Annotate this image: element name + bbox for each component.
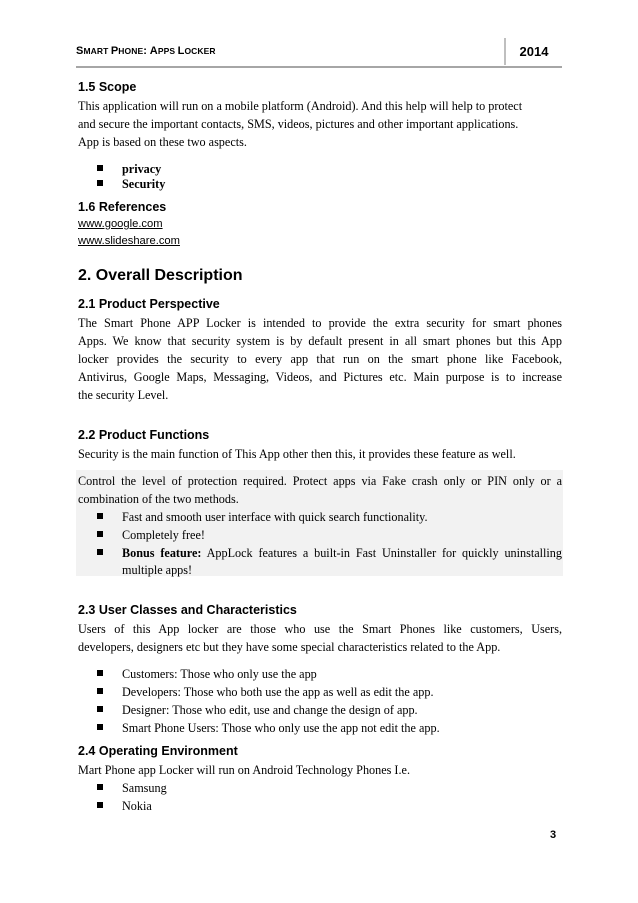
perspective-line-5: the security Level.: [78, 388, 169, 402]
section-heading-references: 1.6 References: [78, 200, 167, 214]
scope-line-3: App is based on these two aspects.: [78, 135, 247, 149]
bullet-square-icon: [97, 724, 103, 730]
bullet-square-icon: [97, 706, 103, 712]
page-header: [76, 38, 562, 68]
bullet-square-icon: [97, 531, 103, 537]
user-classes-line-1: Users of this App locker are those who use the Smart Phones like customers, Users,: [78, 622, 562, 636]
bullet-square-icon: [97, 165, 103, 171]
chapter-heading-overall-description: 2. Overall Description: [78, 267, 243, 284]
section-heading-operating-environment: 2.4 Operating Environment: [78, 744, 238, 758]
functions-shade-line-1: Control the level of protection required. Protect apps via Fake crash only or PIN only or a: [78, 474, 562, 488]
operating-environment-line-1: Mart Phone app Locker will run on Android Technology Phones I.e.: [78, 763, 410, 777]
reference-link-google[interactable]: www.google.com: [78, 218, 163, 230]
functions-bullet-continuation: multiple apps!: [122, 563, 193, 577]
perspective-line-3: locker provides the security to every app that run on the smart phone like Facebook,: [78, 352, 562, 366]
section-heading-product-perspective: 2.1 Product Perspective: [78, 297, 220, 311]
bullet-square-icon: [97, 784, 103, 790]
bullet-square-icon: [97, 670, 103, 676]
bullet-square-icon: [97, 688, 103, 694]
scope-line-2: and secure the important contacts, SMS, videos, pictures and other important applications.: [78, 117, 519, 131]
perspective-line-1: The Smart Phone APP Locker is intended to provide the extra security for smart phones: [78, 316, 562, 330]
bullet-square-icon: [97, 549, 103, 555]
section-heading-user-classes: 2.3 User Classes and Characteristics: [78, 603, 297, 617]
reference-link-slideshare[interactable]: www.slideshare.com: [78, 235, 180, 247]
bullet-square-icon: [97, 802, 103, 808]
header-year: 2014: [504, 38, 562, 65]
scope-line-1: This application will run on a mobile platform (Android). And this help will help to protect: [78, 99, 523, 113]
document-page: SMART PHONE: APPS LOCKER 2014 1.5 Scope This application will run on a mobile platform (Android). And this help will help to protect and secure the important contacts, SMS, videos, pictures and other important applications. App is based on these two aspects. privacy Security 1.6 References www.google.com www.slideshare.com 2. Overall Description 2.1 Product Perspective The Smart Phone APP Locker is intended to provide the extra security for smart phones Apps. We know that security system is by default present in all smart phones but this App locker provides the security to every app that run on the smart phone like Facebook, Antivirus, Google Maps, Messaging, Videos, and Pictures etc. Main purpose is to increase the security Level. 2.2 Product Functions Security is the main function of This App other then this, it provides these feature as well. Control the level of protection required. Protect apps via Fake crash only or PIN only or a combination of the two methods. Fast and smooth user interface with quick search functionality. Completely free! Bonus feature: AppLock features a built-in Fast Uninstaller for quickly uninstalling multiple apps! 2.3 User Classes and Characteristics Users of this App locker are those who use the Smart Phones like customers, Users, developers, designers etc but they have some special characteristics related to the App. Customers: Those who only use the app Developers: Those who both use the app as well as edit the app. Designer: Those who edit, use and change the design of app. Smart Phone Users: Those who only use the app not edit the app. 2.4 Operating Environment Mart Phone app Locker will run on Android Technology Phones I.e. Samsung Nokia 3: [0, 0, 638, 903]
section-heading-scope: 1.5 Scope: [78, 80, 137, 94]
page-number: 3: [550, 829, 557, 841]
user-classes-line-2: developers, designers etc but they have some special characteristics related to the App.: [78, 640, 501, 654]
bullet-square-icon: [97, 513, 103, 519]
bullet-square-icon: [97, 180, 103, 186]
functions-line-1: Security is the main function of This App other then this, it provides these feature as well.: [78, 447, 516, 461]
header-divider: [76, 66, 562, 68]
section-heading-product-functions: 2.2 Product Functions: [78, 428, 210, 442]
header-title: SMART PHONE: APPS LOCKER: [76, 45, 216, 57]
perspective-line-4: Antivirus, Google Maps, Messaging, Videos, and Pictures etc. Main purpose is to increase: [78, 370, 562, 384]
functions-shade-line-2: combination of the two methods.: [78, 492, 239, 506]
perspective-line-2: Apps. We know that security system is by default present in all smart phones but this App: [78, 334, 562, 348]
